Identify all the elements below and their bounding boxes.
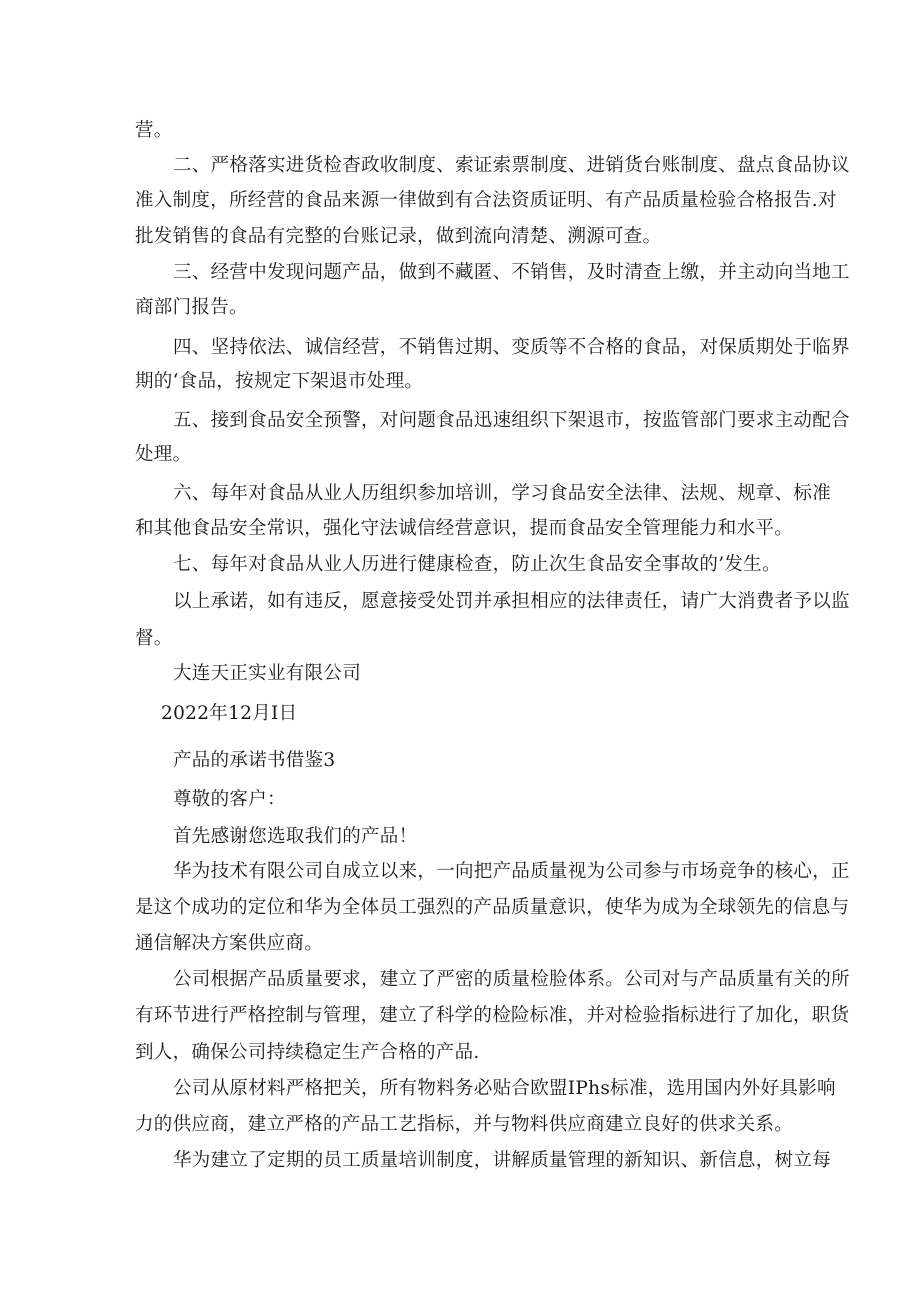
text-line: 有环节进行严格控制与管理，建立了科学的检险标准，并对检验指标进行了加化，职货 (135, 1005, 850, 1026)
text-line: 通信解决方案供应商。 (135, 933, 324, 954)
text-line: 准入制度，所经营的食品来源一律做到有合法资质证明、有产品质量检验合格报告.对 (135, 190, 837, 211)
text-line: 批发销售的食品有完整的台账记录，做到流向清楚、溯源可查。 (135, 226, 662, 247)
text-line: 督。 (135, 628, 173, 649)
text-line: 和其他食品安全常识，强化守法诚信经营意识，提而食品安全管理能力和水平。 (135, 518, 794, 539)
text-line: 五、接到食品安全预警，对问题食品迅速组织下架退市，按监管部门要求主动配合 (173, 410, 850, 431)
text-line: 公司从原材料严格把关，所有物料务必贴合欧盟IPhs标准，选用国内外好具影响 (173, 1078, 836, 1099)
text-line: 七、每年对食品从业人历进行健康检查，防止次生食品安全事故的’发生。 (173, 554, 781, 575)
text-line: 三、经营中发现问题产品，做到不藏匿、不销售，及时清查上缴，并主动向当地工 (173, 262, 850, 283)
text-line: 四、坚持依法、诚信经营，不销售过期、变质等不合格的食品，对保质期处于临界 (173, 337, 850, 358)
text-line: 期的‘食品，按规定下架退市处理。 (135, 371, 424, 392)
text-line: 力的供应商，建立严格的产品工艺指标，并与物料供应商建立良好的供求关系。 (135, 1114, 794, 1135)
document-date: 2022年12月I日 (161, 703, 298, 724)
company-name: 大连天正实业有限公司 (173, 663, 362, 684)
text-line: 商部门报告。 (135, 297, 248, 318)
text-line: 以上承诺，如有违反，愿意接受处罚并承担相应的法律责任，请广大消费者予以监 (173, 591, 850, 612)
text-line: 华为建立了定期的员工质量培训制度，讲解质量管理的新知识、新信息，树立每 (173, 1150, 832, 1171)
text-line: 首先感谢您选取我们的产品！ (173, 826, 418, 847)
text-line: 华为技术有限公司自成立以来，一向把产品质量视为公司参与市场竞争的核心，正 (173, 861, 850, 882)
text-line: 公司根据产品质量要求，建立了严密的质量检脸体系。公司对与产品质量有关的所 (173, 969, 850, 990)
text-line: 处理。 (135, 444, 192, 465)
section-title: 产品的承诺书借鉴3 (173, 750, 336, 771)
salutation: 尊敬的客户： (173, 789, 286, 810)
text-line: 到人，确保公司持续稳定生产合格的产品. (135, 1042, 480, 1063)
text-line: 是这个成功的定位和华为全体员工强烈的产品质量意识，使华为成为全球领先的信息与 (135, 897, 850, 918)
text-line: 营。 (135, 120, 173, 141)
text-line: 六、每年对食品从业人历组织参加培训，学习食品安全法律、法规、规章、标准 (173, 483, 832, 504)
text-line: 二、严格落实进货检杳政收制度、索证索票制度、进销货台账制度、盘点食品协议 (173, 155, 850, 176)
